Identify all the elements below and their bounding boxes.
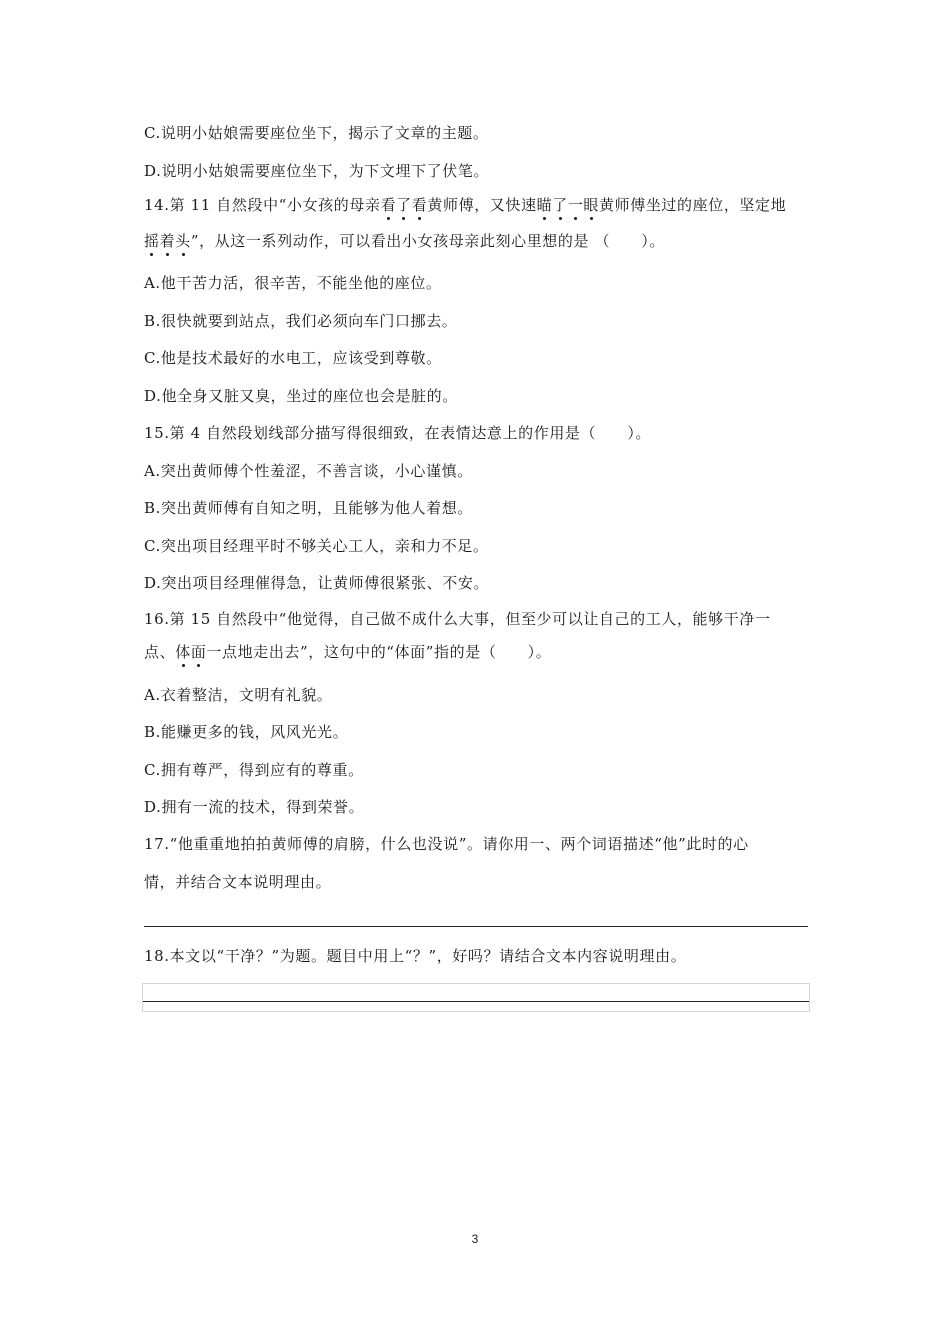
emphasis-char: 头: [175, 232, 191, 250]
q17-stem-line1: 17.“他重重地拍拍黄师傅的肩膀，什么也没说”。请你用一、两个词语描述“他”此时的心: [144, 835, 749, 853]
q14-option-d: D.他全身又脏又臭，坐过的座位也会是脏的。: [144, 387, 458, 405]
q13-option-c: C.说明小姑娘需要座位坐下，揭示了文章的主题。: [144, 124, 489, 142]
emphasis-char: 面: [190, 643, 207, 661]
q14-option-c: C.他是技术最好的水电工，应该受到尊敬。: [144, 349, 442, 367]
emphasis-char: 体: [175, 643, 191, 661]
emphasis-char: 摇: [144, 232, 160, 250]
q16-option-d: D.拥有一流的技术，得到荣誉。: [144, 798, 365, 816]
q16-stem-line2: [144, 642, 551, 662]
q14-stem-line1: [144, 195, 786, 215]
q16-option-c: C.拥有尊严，得到应有的尊重。: [144, 761, 364, 779]
q14-text: ”，从这一系列动作，可以看出小女孩母亲此刻心里想的是 （ ）。: [190, 232, 665, 250]
q14-option-b: B.很快就要到站点，我们必须向车门口挪去。: [144, 312, 458, 330]
emphasis-char: 了: [552, 196, 568, 214]
page-number: 3: [471, 1232, 479, 1246]
q16-emphasis-decent: [175, 643, 206, 661]
q14-emphasis-look: [381, 196, 428, 214]
q16-stem-line1: 16.第 15 自然段中“他觉得，自己做不成什么大事，但至少可以让自己的工人，能够干净一: [144, 610, 771, 628]
q18-stem: 18.本文以“干净？”为题。题目中用上“？”，好吗？请结合文本内容说明理由。: [144, 947, 687, 965]
q14-text: 黄师傅坐过的座位，坚定地: [599, 196, 787, 214]
emphasis-char: 眼: [583, 196, 600, 214]
q15-option-b: B.突出黄师傅有自知之明，且能够为他人着想。: [144, 499, 473, 517]
q13-option-d: D.说明小姑娘需要座位坐下，为下文埋下了伏笔。: [144, 162, 490, 180]
q14-stem-line2: [144, 231, 665, 251]
q15-option-a: A.突出黄师傅个性羞涩，不善言谈，小心谨慎。: [144, 462, 473, 480]
emphasis-char: 了: [396, 196, 412, 214]
q14-option-a: A.他干苦力活，很辛苦，不能坐他的座位。: [144, 274, 442, 292]
emphasis-char: 一: [567, 196, 584, 214]
q16-option-b: B.能赚更多的钱，风风光光。: [144, 723, 349, 741]
q18-answer-box[interactable]: [142, 983, 810, 1012]
q14-text: 黄师傅，又快速: [427, 196, 537, 214]
emphasis-char: 看: [411, 196, 428, 214]
q17-answer-line[interactable]: [144, 926, 808, 927]
q14-emphasis-glance: [537, 196, 599, 214]
q14-text: 14.第 11 自然段中“小女孩的母亲: [144, 196, 381, 214]
q17-stem-line2: 情，并结合文本说明理由。: [144, 873, 332, 891]
q15-option-d: D.突出项目经理催得急，让黄师傅很紧张、不安。: [144, 574, 490, 592]
q14-emphasis-shake: [144, 232, 191, 250]
q15-option-c: C.突出项目经理平时不够关心工人，亲和力不足。: [144, 537, 489, 555]
q16-option-a: A.衣着整洁，文明有礼貌。: [144, 686, 333, 704]
q16-text: 一点地走出去”，这句中的“体面”指的是（ ）。: [206, 643, 552, 661]
q15-stem: 15.第 4 自然段划线部分描写得很细致，在表情达意上的作用是（ ）。: [144, 424, 652, 442]
emphasis-char: 看: [380, 196, 397, 214]
q18-answer-line: [143, 1001, 809, 1002]
q16-text: 点、: [144, 643, 176, 661]
emphasis-char: 着: [159, 232, 176, 250]
emphasis-char: 瞄: [536, 196, 553, 214]
